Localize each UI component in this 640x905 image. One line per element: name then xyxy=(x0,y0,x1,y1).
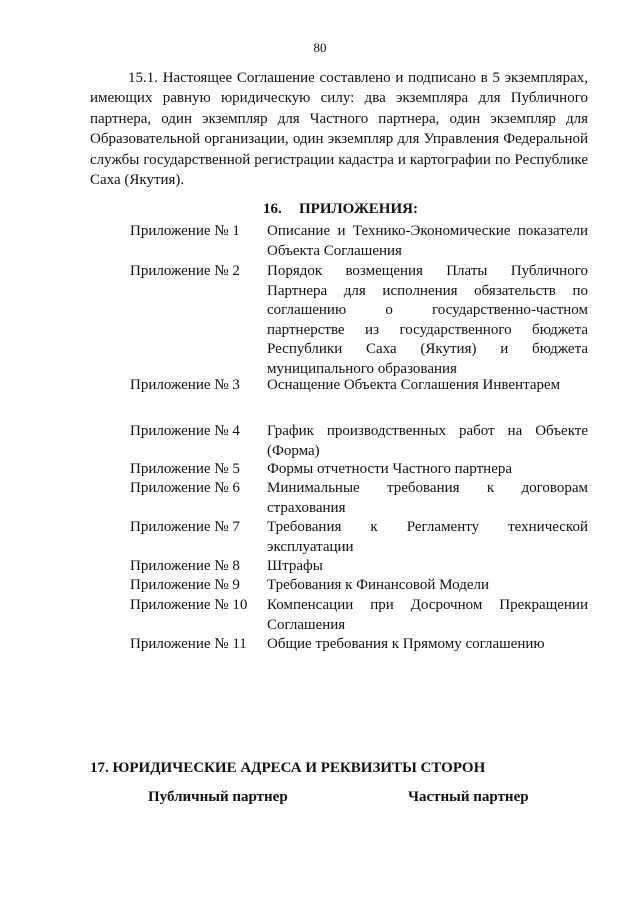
annex-text: Минимальные требования к договорам страхования xyxy=(267,480,588,516)
annex-label: Приложение № 11 xyxy=(130,636,247,652)
annex-label: Приложение № 7 xyxy=(130,519,240,535)
section-16-number: 16. xyxy=(263,201,282,217)
annex-label: Приложение № 5 xyxy=(130,461,240,477)
annex-text: Формы отчетности Частного партнера xyxy=(267,461,513,477)
annex-text: Компенсации при Досрочном Прекращении Соглашения xyxy=(267,597,588,633)
annex-label: Приложение № 3 xyxy=(130,377,240,393)
annex-text: Общие требования к Прямому соглашению xyxy=(267,636,545,652)
annex-text: Штрафы xyxy=(267,558,323,574)
annex-text: Требования к Финансовой Модели xyxy=(267,577,490,593)
annex-label: Приложение № 1 xyxy=(130,223,240,239)
annex-text: Порядок возмещения Платы Публичного Партнера для исполнения обязательств по соглашению о государственно-частном партнерстве из государственного бюджета Республики Саха (Якутия) и бюджета муниципального образования xyxy=(267,263,588,377)
annex-label: Приложение № 10 xyxy=(130,597,248,613)
private-partner-heading: Частный партнер xyxy=(408,789,529,805)
page-number: 80 xyxy=(313,40,327,55)
clause-15-1: 15.1. Настоящее Соглашение составлено и подписано в 5 экземплярах, имеющих равную юридическую силу: два экземпляра для Публичного партнера, один экземпляр для Частного партнера, один экземпляр для Образовательной организации, один экземпляр для Управления Федеральной службы государственной регистрации кадастра и картографии по Республике Саха (Якутия). xyxy=(90,70,588,189)
annex-label: Приложение № 8 xyxy=(130,558,240,574)
annex-label: Приложение № 2 xyxy=(130,263,240,279)
annex-text: Оснащение Объекта Соглашения Инвентарем xyxy=(267,377,561,393)
annex-label: Приложение № 6 xyxy=(130,480,240,496)
annex-label: Приложение № 9 xyxy=(130,577,240,593)
annex-label: Приложение № 4 xyxy=(130,423,240,439)
annex-text: График производственных работ на Объекте (Форма) xyxy=(267,423,588,459)
annex-text: Требования к Регламенту технической эксплуатации xyxy=(267,519,588,555)
section-16-title: ПРИЛОЖЕНИЯ: xyxy=(299,201,418,217)
section-17-heading: 17. ЮРИДИЧЕСКИЕ АДРЕСА И РЕКВИЗИТЫ СТОРОН xyxy=(90,760,486,776)
annex-text: Описание и Технико-Экономические показатели Объекта Соглашения xyxy=(267,223,588,259)
section-16-heading xyxy=(263,199,418,219)
public-partner-heading: Публичный партнер xyxy=(148,789,288,805)
